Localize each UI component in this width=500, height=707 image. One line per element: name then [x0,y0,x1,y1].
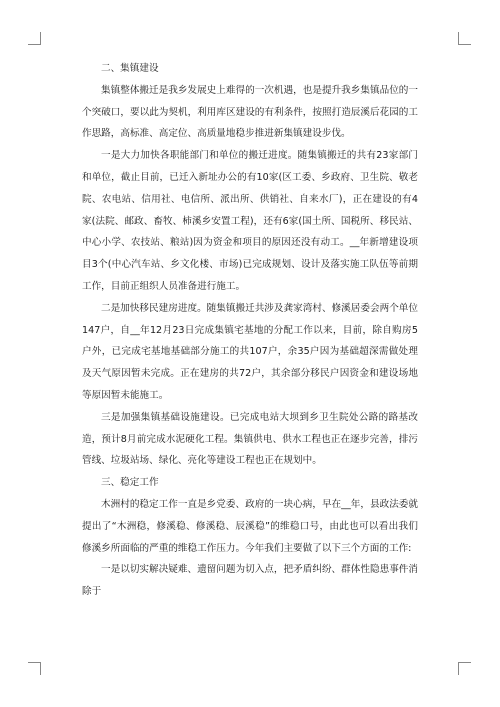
paragraph-stability-first: 一是以切实解决疑难、遗留问题为切入点，把矛盾纠纷、群体性隐患事件消除于 [82,564,418,598]
paragraph-stability-intro: 木洲村的稳定工作一直是乡党委、政府的一块心病，早在__年，县政法委就提出了“木洲稳，修溪稳、修溪稳、辰溪稳”的维稳口号，由此也可以看出我们修溪乡所面临的严重的维稳工作压力。今年我们主要做了以下三个方面的工作: [82,498,418,554]
corner-crop-mark-top-right [458,32,471,45]
paragraph-resident-housing: 二是加快移民建房进度。随集镇搬迁共涉及龚家湾村、修溪居委会两个单位147户，自__年12月23日完成集镇宅基地的分配工作以来，目前，除自购房5户外，已完成宅基地基础部分施工的共107户，余35户因为基础超深需做处理及天气原因暂未完成。正在建房的共72户，其余部分移民户因资金和建设场地等原因暂未能施工。 [82,302,418,401]
section-heading-town-construction: 二、集镇建设 [101,63,159,74]
document-body [82,58,418,603]
corner-crop-mark-bottom-right [458,662,471,675]
paragraph-town-intro: 集镇整体搬迁是我乡发展史上难得的一次机遇，也是提升我乡集镇品位的一个突破口，要以此为契机，利用库区建设的有利条件，按照打造辰溪后花园的工作思路，高标准、高定位、高质量地稳步推进新集镇建设步伐。 [82,84,418,140]
section-heading-stability: 三、稳定工作 [101,477,159,489]
paragraph-relocation-departments: 一是大力加快各职能部门和单位的搬迁进度。随集镇搬迁的共有23家部门和单位，截止目前，已迁入新址办公的有10家(区工委、乡政府、卫生院、敬老院、农电站、信用社、电信所、派出所、供销社、自来水厂)，正在建设的有4家(法院、邮政、畜牧、柿溪乡安置工程)，还有6家(国土所、国税所、移民站、中心小学、农技站、粮站)因为资金和项目的原因还没有动工。__年新增建设项目3个(中心汽车站、乡文化楼、市场)已完成规划、设计及落实施工队伍等前期工作，目前正组织人员准备进行施工。 [82,150,418,292]
corner-crop-mark-top-left [28,32,41,45]
corner-crop-mark-bottom-left [28,662,41,675]
paragraph-infrastructure: 三是加强集镇基础设施建设。已完成电站大坝到乡卫生院处公路的路基改造，预计8月前完成水泥硬化工程。集镇供电、供水工程也正在逐步完善，排污管线、垃圾站场、绿化、亮化等建设工程也正在规划中。 [82,411,418,467]
